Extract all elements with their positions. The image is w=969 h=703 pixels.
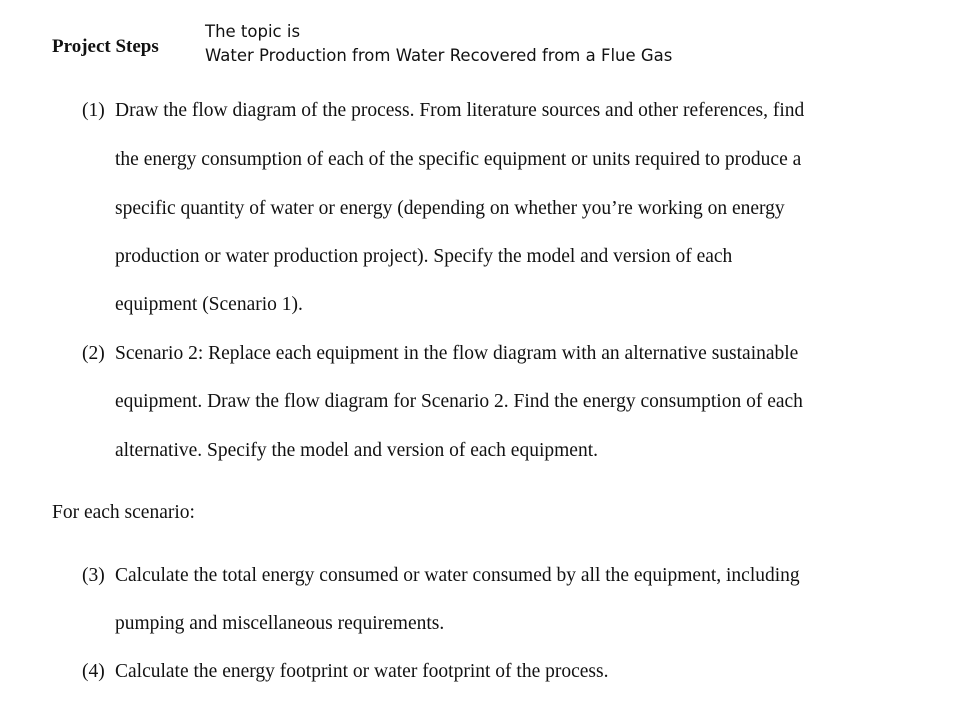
step-1-line-5: equipment (Scenario 1). <box>115 294 303 315</box>
step-1-line-2: the energy consumption of each of the specific equipment or units required to produce a <box>115 149 802 170</box>
step-2-label: (2) <box>82 343 105 364</box>
step-1-line-4: production or water production project). Specify the model and version of each <box>115 246 733 267</box>
section-heading: Project Steps <box>52 36 159 57</box>
step-4-label: (4) <box>82 661 105 682</box>
step-3-line-1: (3) Calculate the total energy consumed or water consumed by all the equipment, including <box>82 565 800 586</box>
step-1-line-1: (1) Draw the flow diagram of the process. From literature sources and other references, find <box>82 100 805 121</box>
topic-intro: The topic is <box>205 22 301 41</box>
topic-title: Water Production from Water Recovered from a Flue Gas <box>205 46 673 65</box>
for-each-scenario: For each scenario: <box>52 502 195 523</box>
step-4-line-1: (4) Calculate the energy footprint or water footprint of the process. <box>82 661 609 682</box>
step-1-line-3: specific quantity of water or energy (depending on whether you’re working on energy <box>115 198 785 219</box>
step-2-line-3: alternative. Specify the model and version of each equipment. <box>115 440 598 461</box>
topic-block <box>205 20 672 68</box>
step-2-line-1: (2) Scenario 2: Replace each equipment in the flow diagram with an alternative sustainable <box>82 343 799 364</box>
step-2-line-2: equipment. Draw the flow diagram for Scenario 2. Find the energy consumption of each <box>115 391 803 412</box>
step-3-label: (3) <box>82 565 105 586</box>
step-3-line-2: pumping and miscellaneous requirements. <box>115 613 445 634</box>
step-1-label: (1) <box>82 100 105 121</box>
